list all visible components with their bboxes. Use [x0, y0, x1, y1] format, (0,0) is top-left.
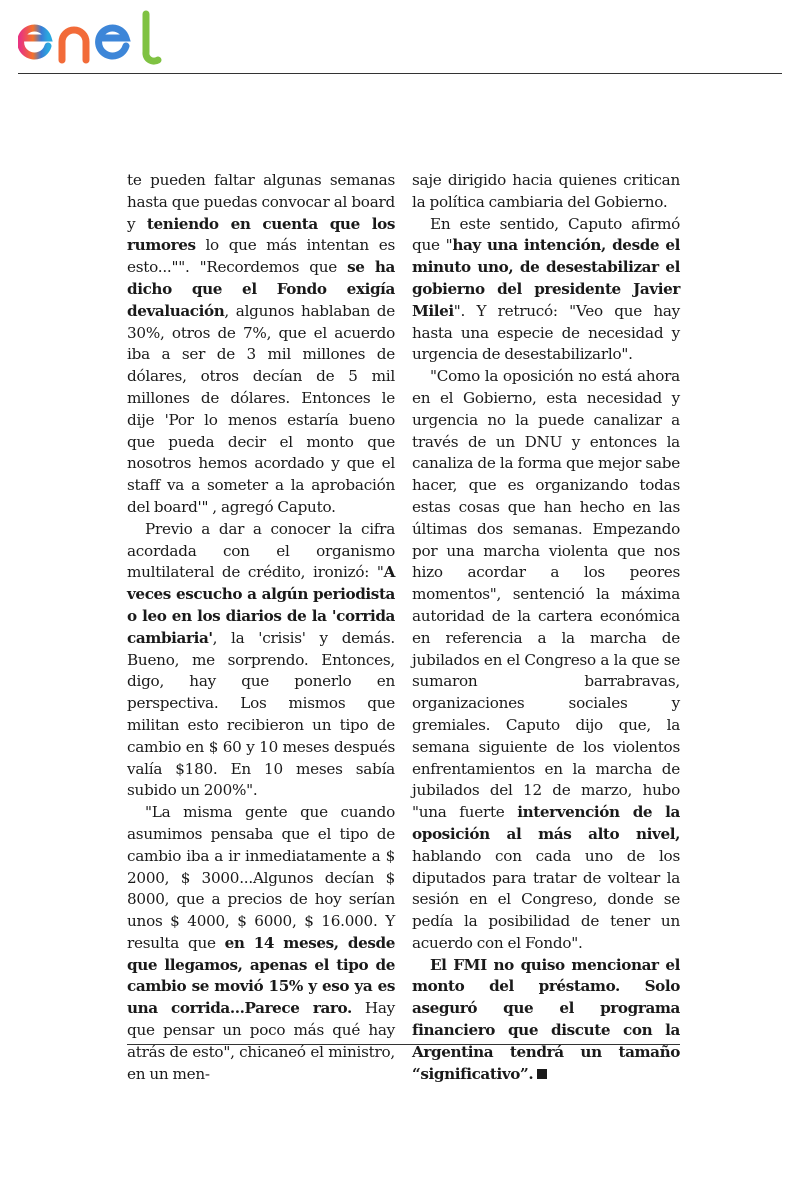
right-paragraph-1 — [412, 170, 680, 214]
text-run: "La misma gente que cuando asumimos pensaba que el tipo de cambio iba a ir inmediatamente a $ 2000, $ 3000...Algunos decían $ 8000, que a precios de hoy serían unos $ 4000, $ 6000, $ 16.000. Y resulta que — [127, 803, 395, 952]
enel-logo — [18, 8, 170, 68]
text-run: En este sentido, Caputo afirmó que " — [412, 214, 680, 255]
bold-run: teniendo en cuenta que los rumores — [127, 214, 395, 255]
article-column-right — [412, 170, 680, 1085]
text-run: "Como la oposición no está ahora en el Gobierno, esta necesidad y urgencia no la puede canalizar a través de un DNU y entonces la canaliza de la forma que mejor sabe hacer, que es organizando todas estas cosas que han hecho en las últimas dos semanas. Empezando por una marcha violenta que nos hizo acordar a los peores momentos", sentenció la máxima autoridad de la cartera económica en referencia a la marcha de jubilados en el Congreso a la que se sumaron barrabravas, organizaciones sociales y gremiales. Caputo dijo que, la semana siguiente de los violentos enfrentamientos en la marcha de jubilados del 12 de marzo, hubo "una fuerte — [412, 367, 680, 822]
article-end-divider — [127, 1044, 680, 1045]
header-divider — [18, 73, 782, 74]
text-run: Hay que pensar un poco más qué hay atrás de esto", chicaneó el ministro, en un men- — [127, 999, 395, 1083]
text-run: te pueden faltar algunas semanas hasta que puedas convocar al board y — [127, 171, 395, 233]
left-paragraph-1 — [127, 170, 395, 519]
right-paragraph-3 — [412, 366, 680, 955]
bold-run: en 14 meses, desde que llegamos, apenas el tipo de cambio se movió 15% y eso ya es una corrida...Parece raro. — [127, 933, 395, 1018]
bold-run: intervención de la oposición al más alto nivel, — [412, 803, 680, 843]
closing-paragraph: El FMI no quiso mencionar el monto del préstamo. Solo aseguró que el programa financiero que discute con la Argentina tendrá un tamaño “significativo”. — [412, 955, 680, 1083]
text-run: , algunos hablaban de 30%, otros de 7%, que el acuerdo iba a ser de 3 mil millones de dólares, otros decían de 5 mil millones de dólares. Entonces le dije 'Por lo menos estaría bueno que pueda decir el monto que nosotros hemos acordado y que el staff va a someter a la aprobación del board'" , agregó Caputo. — [127, 301, 395, 516]
text-run: ". Y retrucó: "Veo que hay hasta una especie de necesidad y urgencia de desestabilizarlo". — [412, 301, 680, 364]
text-run: Previo a dar a conocer la cifra acordada con el organismo multilateral de crédito, ironizó: " — [127, 519, 395, 582]
bold-run: hay una intención, desde el minuto uno, de desestabilizar el gobierno del presidente Javier Milei — [412, 236, 680, 320]
left-paragraph-2 — [127, 519, 395, 802]
bold-run: A veces escucho a algún periodista o leo en los diarios de la 'corrida cambiaria' — [127, 563, 395, 647]
right-paragraph-2 — [412, 214, 680, 367]
text-run: hablando con cada uno de los diputados para tratar de voltear la sesión en el Congreso, donde se pedía la posibilidad de tener un acuerdo con el Fondo". — [412, 846, 680, 952]
end-mark-icon — [537, 1069, 547, 1079]
left-paragraph-3 — [127, 802, 395, 1085]
article-column-left — [127, 170, 395, 1085]
text-run: saje dirigido hacia quienes critican la política cambiaria del Gobierno. — [412, 171, 680, 211]
bold-run: se ha dicho que el Fondo exigía devaluación — [127, 258, 396, 320]
text-run: lo que más intentan es esto..."". "Recordemos que — [127, 236, 395, 277]
text-run: , la 'crisis' y demás. Bueno, me sorprendo. Entonces, digo, hay que ponerlo en perspectiva. Los mismos que militan esto recibieron un tipo de cambio en $ 60 y 10 meses después valía $180. En 10 meses sabía subido un 200%". — [127, 628, 395, 800]
